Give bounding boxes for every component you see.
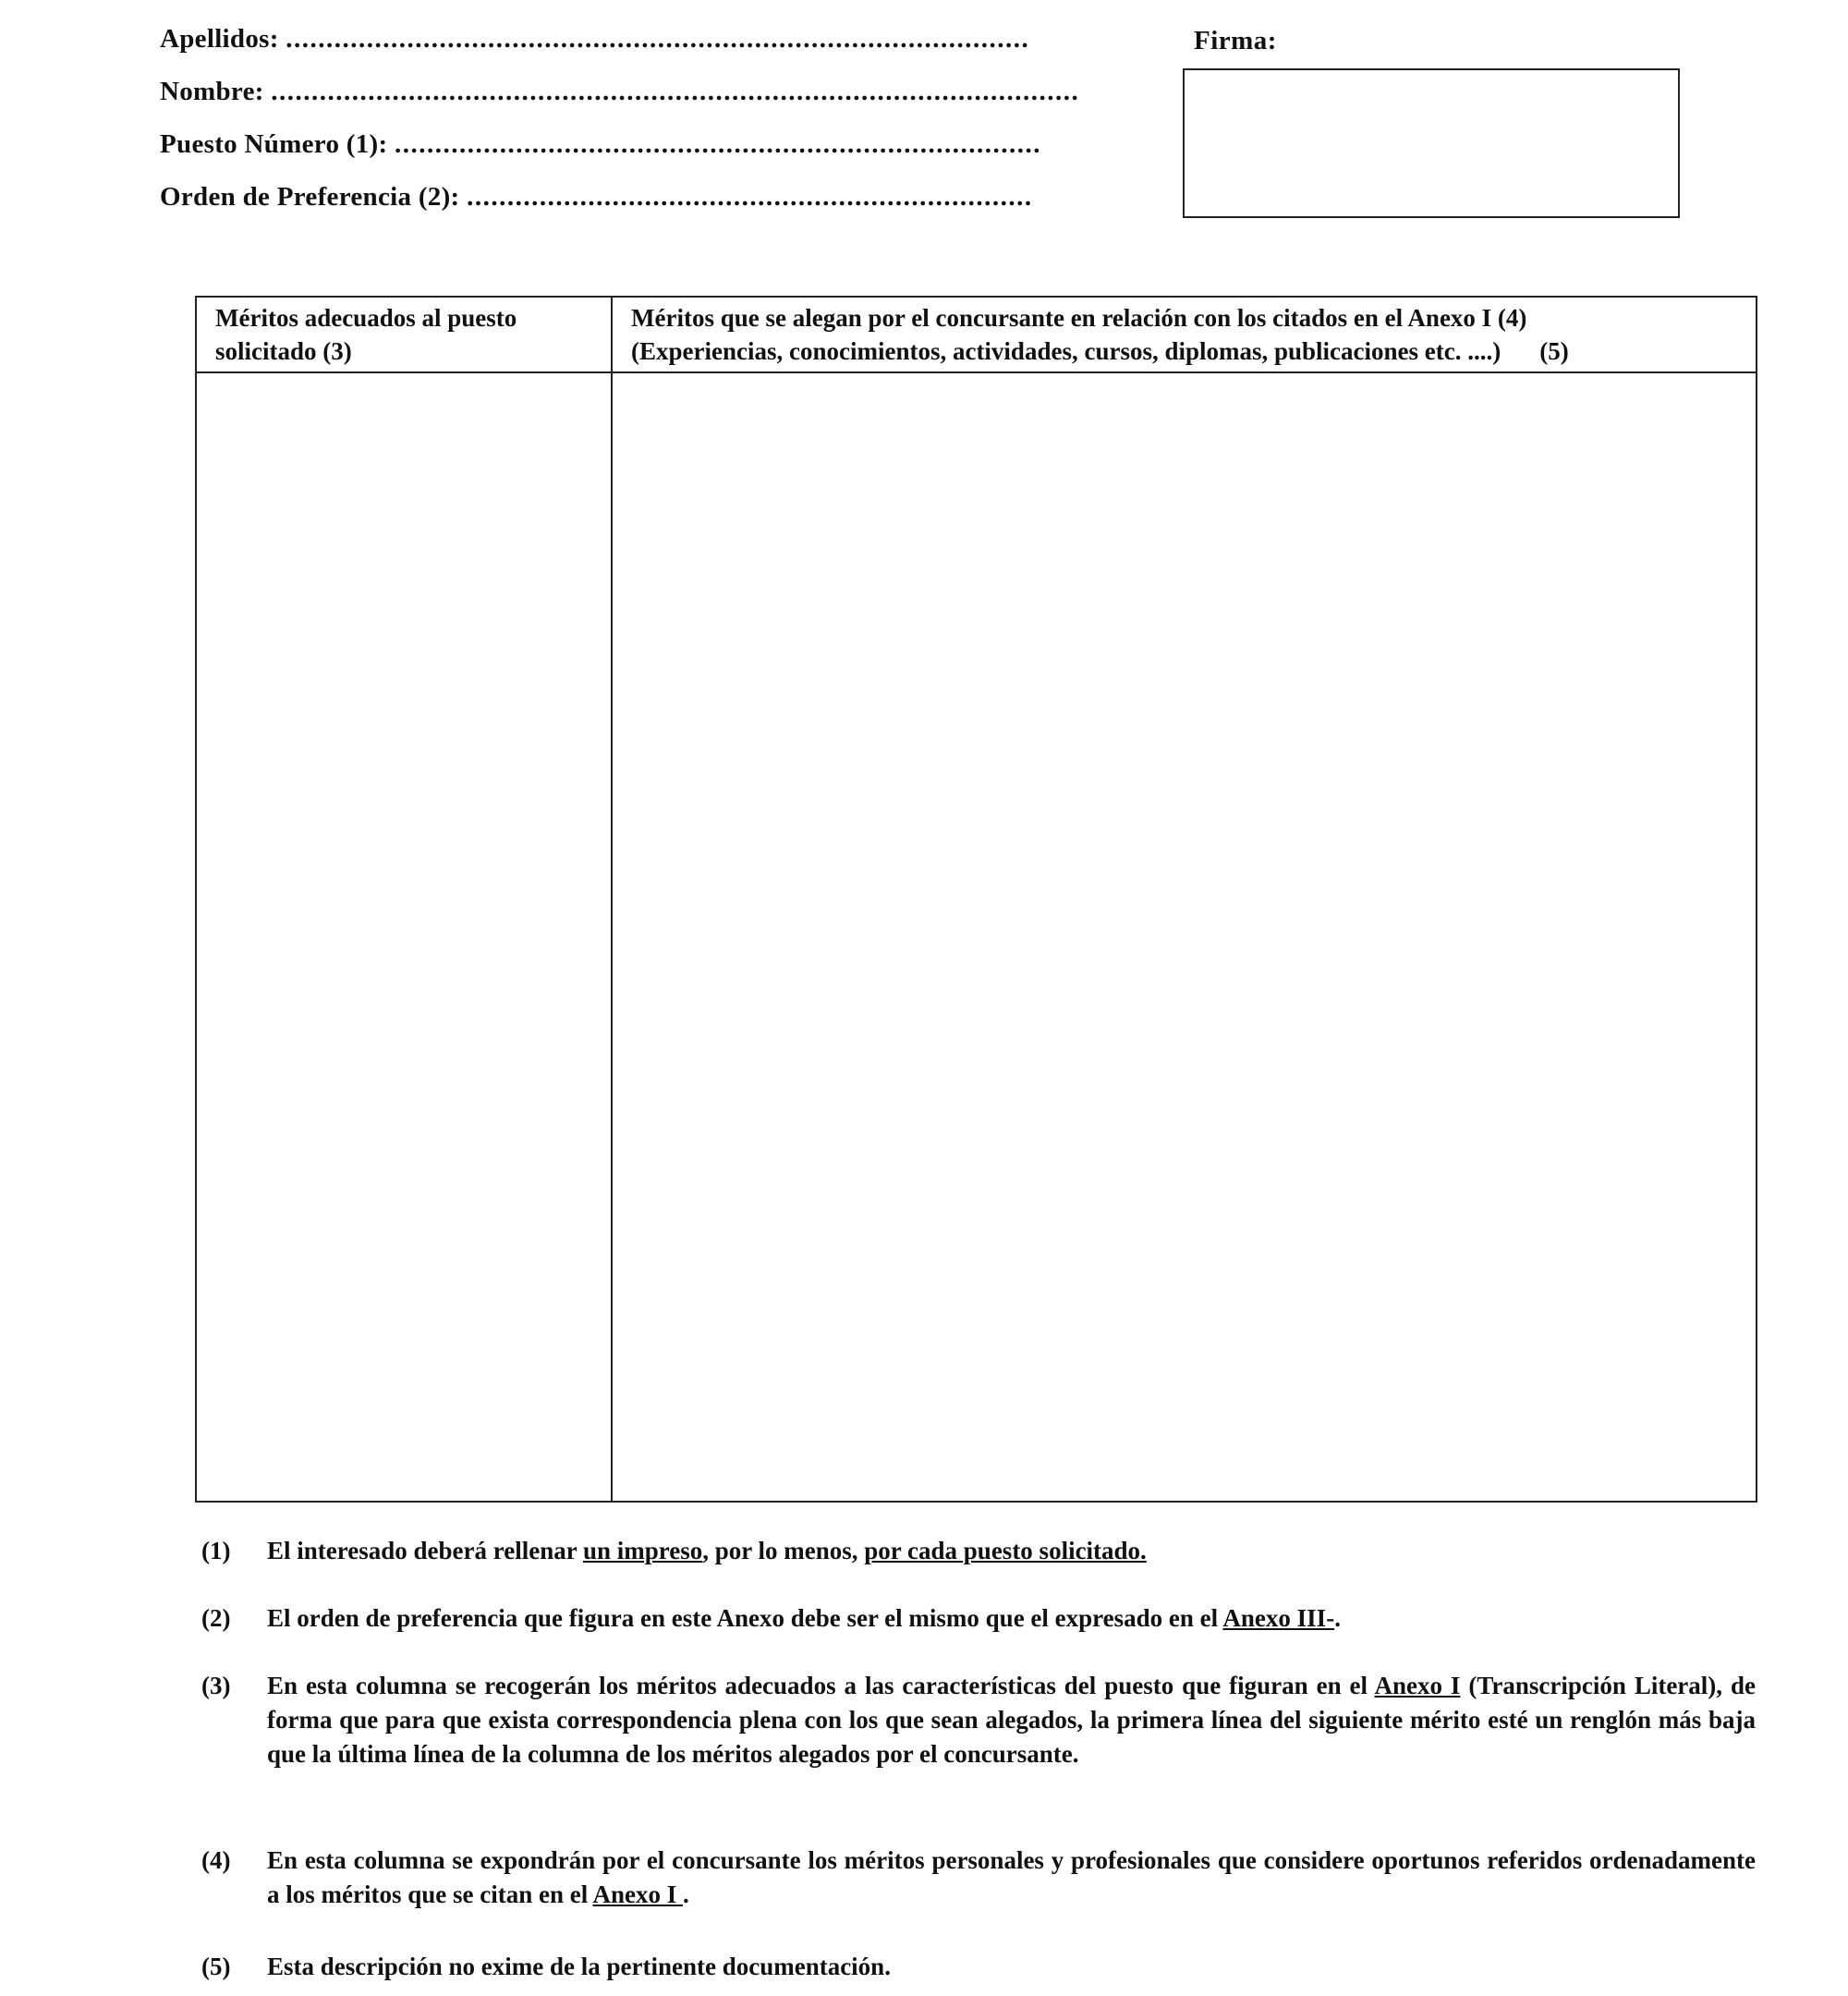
field-dots: ................................................................................ [395,129,1042,159]
footnote-1 [201,1534,1756,1568]
merits-table [195,296,1757,1503]
text-run: , por lo menos, [702,1537,865,1564]
field-dots: ............................................................................................ [286,24,1030,54]
field-apellidos[interactable] [160,24,1029,55]
table-body-row [196,372,1757,1502]
merits-required-cell[interactable] [196,372,612,1502]
merits-alleged-cell[interactable] [612,372,1757,1502]
underlined-text: Anexo I [592,1880,683,1908]
text-run: En esta columna se expondrán por el concursante los méritos personales y profesionales que considere oportunos referidos ordenadamente a los méritos que se citan en el [267,1846,1756,1908]
field-dots: ...................................................................... [467,182,1033,212]
field-nombre[interactable] [160,77,1079,107]
text-run: . [1334,1604,1341,1632]
footnote-number: (2) [201,1604,231,1632]
text-run: (Transcripción Literal), de forma que para que exista correspondencia plena con los que sean alegados, la primera línea del siguiente mérito esté un renglón más baja que la última línea de la columna de los méritos alegados por el concursante. [267,1672,1756,1768]
text-run: . [682,1880,689,1908]
underlined-text: Anexo I [1374,1672,1461,1699]
field-label: Puesto Número (1): [160,129,388,159]
underlined-text: un impreso [582,1537,703,1564]
footnote-text [267,1844,1756,1912]
field-dots: .................................................................................................... [271,77,1080,106]
footnote-text [267,1534,1756,1568]
footnote-number: (1) [201,1537,231,1564]
field-label: Apellidos: [160,24,279,54]
field-label: Nombre: [160,77,264,106]
footnote-text: Esta descripción no exime de la pertinente documentación. [267,1953,891,1980]
footnote-5 [201,1950,1756,1984]
firma-label: Firma: [1194,26,1277,55]
footnote-text [267,1601,1756,1636]
text-run: El interesado deberá rellenar [267,1537,583,1564]
field-orden-preferencia[interactable] [160,182,1033,213]
text-run: El orden de preferencia que figura en este Anexo debe ser el mismo que el expresado en el [267,1604,1223,1632]
col2-header-line2: (Experiencias, conocimientos, actividades, cursos, diplomas, publicaciones etc. ....) [631,337,1502,365]
footnote-text [267,1669,1756,1771]
footnote-4 [201,1844,1756,1912]
footnote-number: (4) [201,1846,231,1874]
signature-box[interactable] [1183,68,1680,218]
col2-header-line1: Méritos que se alegan por el concursante en relación con los citados en el Anexo I (4) [631,304,1527,332]
footnote-2 [201,1601,1756,1636]
underlined-text: por cada puesto solicitado. [864,1537,1147,1564]
col1-header: Méritos adecuados al puesto solicitado (3) [196,297,612,372]
text-run: En esta columna se recogerán los méritos adecuados a las características del puesto que figuran en el [267,1672,1375,1699]
col2-header [612,297,1757,372]
footnote-3 [201,1669,1756,1771]
field-label: Orden de Preferencia (2): [160,182,460,212]
field-puesto-numero[interactable] [160,129,1041,160]
footnote-number: (3) [201,1672,231,1699]
table-header-row [196,297,1757,372]
underlined-text: Anexo III- [1222,1604,1335,1632]
col2-header-num: (5) [1539,337,1569,365]
footnote-number: (5) [201,1953,231,1980]
